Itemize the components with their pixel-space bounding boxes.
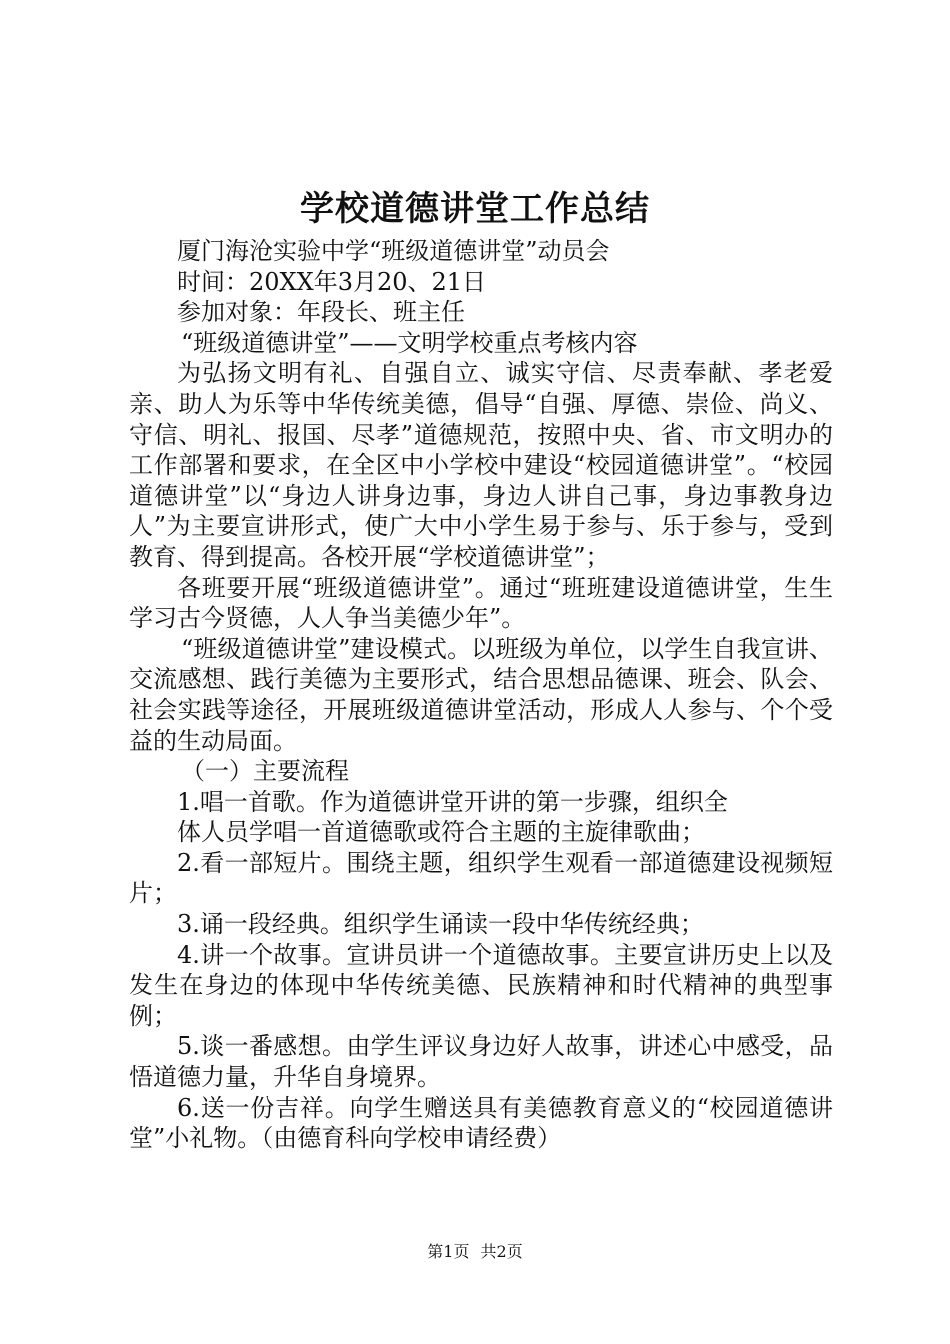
- list-item-step-3: 3.诵一段经典。组织学生诵读一段中华传统经典；: [177, 910, 704, 939]
- paragraph-participants: 参加对象：年段长、班主任: [177, 298, 465, 327]
- section-heading-main-process: （一）主要流程: [181, 757, 349, 786]
- document-body: [129, 236, 833, 1154]
- list-item-step-1-continued: 体人员学唱一首道德歌或符合主题的主旋律歌曲；: [177, 818, 705, 847]
- list-item-step-1: 1.唱一首歌。作为道德讲堂开讲的第一步骤，组织全: [177, 787, 728, 816]
- page-number: 第1页: [427, 1242, 470, 1261]
- list-item-step-6: 6.送一份吉祥。向学生赠送具有美德教育意义的“校园道德讲堂”小礼物。（由德育科向学校申请经费）: [129, 1093, 833, 1153]
- document-title: 学校道德讲堂工作总结: [300, 189, 650, 229]
- paragraph-time: 时间：20XX年3月20、21日: [177, 267, 487, 296]
- page-total: 共2页: [480, 1242, 523, 1261]
- paragraph-meeting-name: 厦门海沧实验中学“班级道德讲堂”动员会: [177, 237, 610, 265]
- paragraph-class-requirement: 各班要开展“班级道德讲堂”。通过“班班建设道德讲堂，生生学习古今贤德，人人争当美德少年”。: [129, 573, 833, 633]
- list-item-step-2: 2.看一部短片。围绕主题，组织学生观看一部道德建设视频短片；: [129, 848, 833, 908]
- paragraph-subtitle: “班级道德讲堂”——文明学校重点考核内容: [181, 328, 638, 357]
- list-item-step-4: 4.讲一个故事。宣讲员讲一个道德故事。主要宣讲历史上以及发生在身边的体现中华传统美德、民族精神和时代精神的典型事例；: [129, 940, 833, 1030]
- paragraph-construction-mode: “班级道德讲堂”建设模式。以班级为单位，以学生自我宣讲、交流感想、践行美德为主要形式，结合思想品德课、班会、队会、社会实践等途径，开展班级道德讲堂活动，形成人人参与、个个受益的生动局面。: [129, 634, 833, 755]
- list-item-step-5: 5.谈一番感想。由学生评议身边好人故事，讲述心中感受，品悟道德力量，升华自身境界。: [129, 1032, 833, 1092]
- paragraph-intro: 为弘扬文明有礼、自强自立、诚实守信、尽责奉献、孝老爱亲、助人为乐等中华传统美德，倡导“自强、厚德、崇俭、尚义、守信、明礼、报国、尽孝”道德规范，按照中央、省、市文明办的工作部署和要求，在全区中小学校中建设“校园道德讲堂”。“校园道德讲堂”以“身边人讲身边事，身边人讲自己事，身边事教身边人”为主要宣讲形式，使广大中小学生易于参与、乐于参与，受到教育、得到提高。各校开展“学校道德讲堂”；: [129, 359, 833, 571]
- page-footer: [0, 1240, 950, 1264]
